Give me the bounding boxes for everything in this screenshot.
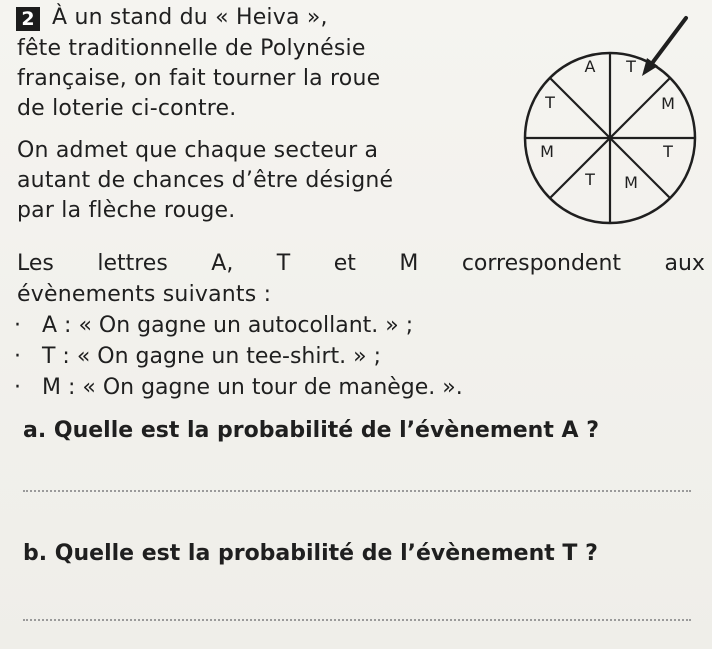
wheel-sector-label: T <box>626 57 636 76</box>
wheel-sector-label: T <box>545 93 555 112</box>
event-item: · M : « On gagne un tour de manège. ». <box>14 375 463 400</box>
answer-line-b[interactable] <box>23 619 691 621</box>
word: M <box>399 251 419 276</box>
wheel-sector-label: M <box>661 94 675 113</box>
intro-line: À un stand du « Heiva », <box>52 5 328 30</box>
wheel-sector-label: M <box>624 173 638 192</box>
question-text: Quelle est la probabilité de l’évènement A ? <box>53 418 599 443</box>
event-item: · T : « On gagne un tee-shirt. » ; <box>14 344 381 369</box>
intro-line: On admet que chaque secteur a <box>17 138 379 163</box>
word: correspondent <box>461 251 622 276</box>
question-a <box>23 418 599 444</box>
event-text: M : « On gagne un tour de manège. ». <box>42 375 463 400</box>
event-text: A : « On gagne un autocollant. » ; <box>42 313 414 338</box>
exercise-number: 2 <box>16 7 40 31</box>
question-text: Quelle est la probabilité de l’évènement T ? <box>54 541 598 566</box>
intro-line: fête traditionnelle de Polynésie <box>17 36 366 61</box>
wheel-sector-label: T <box>585 170 595 189</box>
wheel-sector-label: M <box>540 142 554 161</box>
event-item: · A : « On gagne un autocollant. » ; <box>14 313 414 338</box>
wheel-sector-label: A <box>584 57 596 76</box>
wheel-arrow-icon <box>642 18 686 76</box>
wheel-sector-label: T <box>663 142 673 161</box>
event-text: T : « On gagne un tee-shirt. » ; <box>42 344 381 369</box>
word: aux <box>664 251 705 276</box>
word: et <box>333 251 356 276</box>
letters-intro-end: évènements suivants : <box>17 282 272 307</box>
question-letter: b. <box>23 541 48 566</box>
intro-line: par la flèche rouge. <box>17 198 236 223</box>
word: Les <box>17 251 54 276</box>
word: A, <box>211 251 234 276</box>
intro-line: française, on fait tourner la roue <box>17 66 381 91</box>
question-b <box>23 541 598 567</box>
intro-line: autant de chances d’être désigné <box>17 168 394 193</box>
question-letter: a. <box>23 418 47 443</box>
answer-line-a[interactable] <box>23 490 691 492</box>
word: lettres <box>97 251 168 276</box>
word: T <box>276 251 291 276</box>
intro-line: de loterie ci-contre. <box>17 96 237 121</box>
letters-intro-line <box>17 251 705 277</box>
lottery-wheel <box>490 10 706 228</box>
